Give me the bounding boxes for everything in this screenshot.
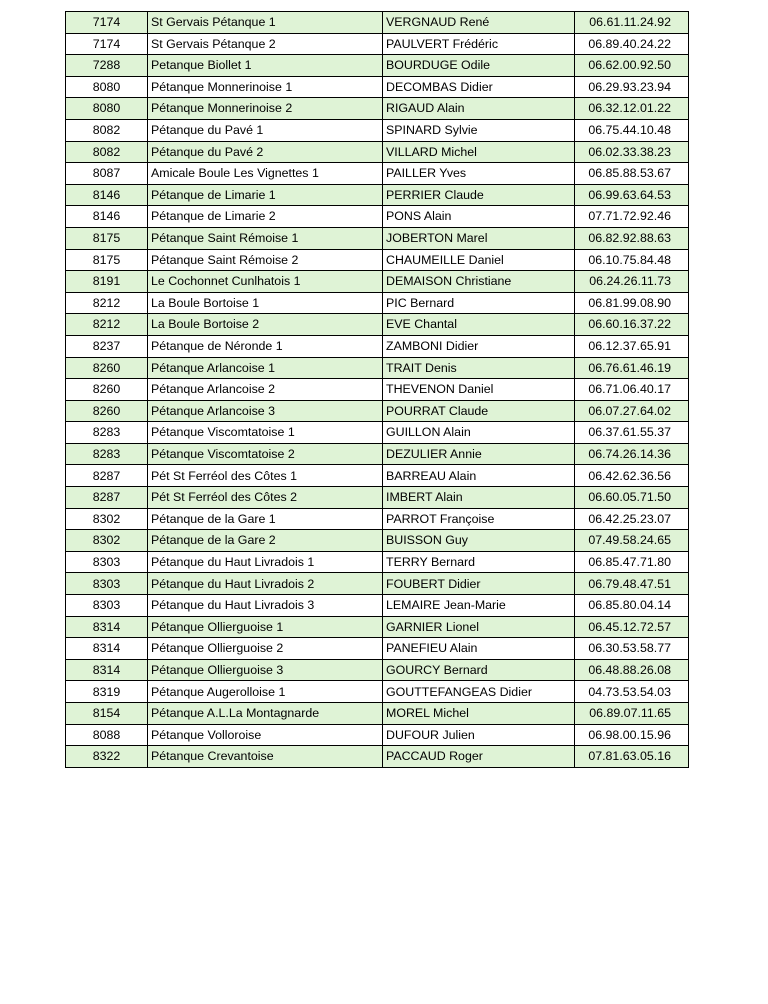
club-number-cell: 8212 [66, 292, 148, 314]
club-number-cell: 8283 [66, 422, 148, 444]
contact-name-cell: BOURDUGE Odile [383, 55, 575, 77]
club-number-cell: 8146 [66, 206, 148, 228]
club-number-cell: 8260 [66, 400, 148, 422]
phone-number-cell: 06.32.12.01.22 [575, 98, 689, 120]
club-name-cell: Pétanque du Haut Livradois 2 [148, 573, 383, 595]
table-row [66, 12, 689, 34]
table-row [66, 141, 689, 163]
table-row [66, 184, 689, 206]
table-row [66, 638, 689, 660]
phone-number-cell: 06.62.00.92.50 [575, 55, 689, 77]
table-row [66, 616, 689, 638]
phone-number-cell: 06.71.06.40.17 [575, 379, 689, 401]
club-name-cell: Pétanque du Haut Livradois 1 [148, 551, 383, 573]
phone-number-cell: 06.10.75.84.48 [575, 249, 689, 271]
table-row [66, 508, 689, 530]
club-name-cell: Pétanque Arlancoise 1 [148, 357, 383, 379]
contact-name-cell: DEMAISON Christiane [383, 271, 575, 293]
table-row [66, 98, 689, 120]
contact-name-cell: TERRY Bernard [383, 551, 575, 573]
club-number-cell: 8175 [66, 249, 148, 271]
phone-number-cell: 07.49.58.24.65 [575, 530, 689, 552]
table-row [66, 487, 689, 509]
contact-name-cell: TRAIT Denis [383, 357, 575, 379]
club-number-cell: 8319 [66, 681, 148, 703]
contact-name-cell: PARROT Françoise [383, 508, 575, 530]
club-name-cell: Pétanque Ollierguoise 2 [148, 638, 383, 660]
club-name-cell: Pétanque Arlancoise 3 [148, 400, 383, 422]
contact-name-cell: PONS Alain [383, 206, 575, 228]
contact-name-cell: DECOMBAS Didier [383, 76, 575, 98]
club-number-cell: 8287 [66, 487, 148, 509]
club-name-cell: Amicale Boule Les Vignettes 1 [148, 163, 383, 185]
club-number-cell: 8260 [66, 379, 148, 401]
club-number-cell: 8287 [66, 465, 148, 487]
phone-number-cell: 06.60.05.71.50 [575, 487, 689, 509]
contact-name-cell: VILLARD Michel [383, 141, 575, 163]
phone-number-cell: 06.81.99.08.90 [575, 292, 689, 314]
club-name-cell: Pétanque Saint Rémoise 2 [148, 249, 383, 271]
table-row [66, 271, 689, 293]
contact-name-cell: GARNIER Lionel [383, 616, 575, 638]
club-name-cell: Pétanque Ollierguoise 3 [148, 659, 383, 681]
club-number-cell: 8082 [66, 141, 148, 163]
table-row [66, 249, 689, 271]
club-number-cell: 8314 [66, 616, 148, 638]
contact-name-cell: GUILLON Alain [383, 422, 575, 444]
table-row [66, 163, 689, 185]
contact-name-cell: BUISSON Guy [383, 530, 575, 552]
phone-number-cell: 06.85.47.71.80 [575, 551, 689, 573]
phone-number-cell: 06.82.92.88.63 [575, 227, 689, 249]
club-name-cell: Pétanque de Néronde 1 [148, 335, 383, 357]
contact-name-cell: RIGAUD Alain [383, 98, 575, 120]
club-number-cell: 7288 [66, 55, 148, 77]
club-name-cell: St Gervais Pétanque 1 [148, 12, 383, 34]
club-name-cell: Pétanque de Limarie 1 [148, 184, 383, 206]
contact-name-cell: POURRAT Claude [383, 400, 575, 422]
club-number-cell: 8082 [66, 119, 148, 141]
phone-number-cell: 06.74.26.14.36 [575, 443, 689, 465]
club-name-cell: Pétanque Augerolloise 1 [148, 681, 383, 703]
contact-name-cell: BARREAU Alain [383, 465, 575, 487]
phone-number-cell: 06.79.48.47.51 [575, 573, 689, 595]
table-row [66, 379, 689, 401]
club-name-cell: La Boule Bortoise 1 [148, 292, 383, 314]
phone-number-cell: 06.85.80.04.14 [575, 595, 689, 617]
phone-number-cell: 06.02.33.38.23 [575, 141, 689, 163]
club-number-cell: 8303 [66, 573, 148, 595]
phone-number-cell: 06.89.07.11.65 [575, 703, 689, 725]
contact-name-cell: THEVENON Daniel [383, 379, 575, 401]
club-number-cell: 8237 [66, 335, 148, 357]
club-number-cell: 7174 [66, 33, 148, 55]
phone-number-cell: 04.73.53.54.03 [575, 681, 689, 703]
club-name-cell: Pétanque Volloroise [148, 724, 383, 746]
contact-name-cell: PIC Bernard [383, 292, 575, 314]
phone-number-cell: 06.37.61.55.37 [575, 422, 689, 444]
club-name-cell: Pétanque Crevantoise [148, 746, 383, 768]
club-number-cell: 8175 [66, 227, 148, 249]
table-row [66, 659, 689, 681]
club-number-cell: 8260 [66, 357, 148, 379]
table-row [66, 76, 689, 98]
contact-name-cell: VERGNAUD René [383, 12, 575, 34]
club-name-cell: Pétanque du Haut Livradois 3 [148, 595, 383, 617]
club-name-cell: Pétanque Ollierguoise 1 [148, 616, 383, 638]
table-row [66, 465, 689, 487]
club-number-cell: 8080 [66, 98, 148, 120]
club-name-cell: Pétanque de Limarie 2 [148, 206, 383, 228]
club-name-cell: Pétanque du Pavé 2 [148, 141, 383, 163]
club-name-cell: Pétanque Viscomtatoise 1 [148, 422, 383, 444]
phone-number-cell: 06.24.26.11.73 [575, 271, 689, 293]
table-row [66, 443, 689, 465]
contact-name-cell: GOUTTEFANGEAS Didier [383, 681, 575, 703]
club-name-cell: Pétanque du Pavé 1 [148, 119, 383, 141]
table-row [66, 530, 689, 552]
contact-name-cell: IMBERT Alain [383, 487, 575, 509]
contact-name-cell: PANEFIEU Alain [383, 638, 575, 660]
club-number-cell: 8303 [66, 595, 148, 617]
club-number-cell: 8191 [66, 271, 148, 293]
table-row [66, 33, 689, 55]
contact-name-cell: DEZULIER Annie [383, 443, 575, 465]
contact-name-cell: LEMAIRE Jean-Marie [383, 595, 575, 617]
phone-number-cell: 06.45.12.72.57 [575, 616, 689, 638]
club-number-cell: 8087 [66, 163, 148, 185]
club-name-cell: Pétanque de la Gare 1 [148, 508, 383, 530]
contact-name-cell: SPINARD Sylvie [383, 119, 575, 141]
club-name-cell: St Gervais Pétanque 2 [148, 33, 383, 55]
club-name-cell: La Boule Bortoise 2 [148, 314, 383, 336]
phone-number-cell: 06.30.53.58.77 [575, 638, 689, 660]
club-name-cell: Pétanque Monnerinoise 1 [148, 76, 383, 98]
table-row [66, 422, 689, 444]
table-row [66, 119, 689, 141]
club-number-cell: 8314 [66, 659, 148, 681]
phone-number-cell: 06.29.93.23.94 [575, 76, 689, 98]
phone-number-cell: 06.89.40.24.22 [575, 33, 689, 55]
club-name-cell: Pétanque Arlancoise 2 [148, 379, 383, 401]
phone-number-cell: 06.48.88.26.08 [575, 659, 689, 681]
table-row [66, 227, 689, 249]
phone-number-cell: 06.75.44.10.48 [575, 119, 689, 141]
club-name-cell: Petanque Biollet 1 [148, 55, 383, 77]
phone-number-cell: 06.60.16.37.22 [575, 314, 689, 336]
contact-name-cell: PAULVERT Frédéric [383, 33, 575, 55]
table-row [66, 681, 689, 703]
table-row [66, 551, 689, 573]
club-name-cell: Pétanque Saint Rémoise 1 [148, 227, 383, 249]
club-number-cell: 8302 [66, 530, 148, 552]
phone-number-cell: 07.71.72.92.46 [575, 206, 689, 228]
club-number-cell: 8303 [66, 551, 148, 573]
club-name-cell: Pétanque A.L.La Montagnarde [148, 703, 383, 725]
table-row [66, 400, 689, 422]
table-row [66, 357, 689, 379]
contact-name-cell: ZAMBONI Didier [383, 335, 575, 357]
phone-number-cell: 07.81.63.05.16 [575, 746, 689, 768]
contact-name-cell: FOUBERT Didier [383, 573, 575, 595]
club-name-cell: Pét St Ferréol des Côtes 2 [148, 487, 383, 509]
phone-number-cell: 06.85.88.53.67 [575, 163, 689, 185]
contact-name-cell: PERRIER Claude [383, 184, 575, 206]
phone-number-cell: 06.07.27.64.02 [575, 400, 689, 422]
contact-name-cell: EVE Chantal [383, 314, 575, 336]
contact-name-cell: DUFOUR Julien [383, 724, 575, 746]
club-name-cell: Pét St Ferréol des Côtes 1 [148, 465, 383, 487]
club-number-cell: 8302 [66, 508, 148, 530]
table-row [66, 573, 689, 595]
contact-name-cell: GOURCY Bernard [383, 659, 575, 681]
club-number-cell: 8322 [66, 746, 148, 768]
table-row [66, 703, 689, 725]
table-row [66, 724, 689, 746]
phone-number-cell: 06.42.25.23.07 [575, 508, 689, 530]
club-number-cell: 8314 [66, 638, 148, 660]
table-row [66, 746, 689, 768]
club-name-cell: Pétanque de la Gare 2 [148, 530, 383, 552]
club-name-cell: Pétanque Monnerinoise 2 [148, 98, 383, 120]
club-number-cell: 8080 [66, 76, 148, 98]
table-row [66, 335, 689, 357]
club-name-cell: Pétanque Viscomtatoise 2 [148, 443, 383, 465]
phone-number-cell: 06.42.62.36.56 [575, 465, 689, 487]
table-row [66, 314, 689, 336]
phone-number-cell: 06.76.61.46.19 [575, 357, 689, 379]
contact-name-cell: PAILLER Yves [383, 163, 575, 185]
club-contact-table [65, 11, 689, 768]
contact-name-cell: CHAUMEILLE Daniel [383, 249, 575, 271]
phone-number-cell: 06.98.00.15.96 [575, 724, 689, 746]
table-row [66, 206, 689, 228]
table-row [66, 595, 689, 617]
phone-number-cell: 06.12.37.65.91 [575, 335, 689, 357]
table-row [66, 55, 689, 77]
club-number-cell: 8212 [66, 314, 148, 336]
phone-number-cell: 06.61.11.24.92 [575, 12, 689, 34]
club-number-cell: 8154 [66, 703, 148, 725]
club-number-cell: 8088 [66, 724, 148, 746]
phone-number-cell: 06.99.63.64.53 [575, 184, 689, 206]
contact-name-cell: PACCAUD Roger [383, 746, 575, 768]
club-number-cell: 8146 [66, 184, 148, 206]
club-number-cell: 7174 [66, 12, 148, 34]
table-row [66, 292, 689, 314]
contact-name-cell: JOBERTON Marel [383, 227, 575, 249]
club-name-cell: Le Cochonnet Cunlhatois 1 [148, 271, 383, 293]
club-table-body [66, 12, 689, 768]
club-number-cell: 8283 [66, 443, 148, 465]
contact-name-cell: MOREL Michel [383, 703, 575, 725]
